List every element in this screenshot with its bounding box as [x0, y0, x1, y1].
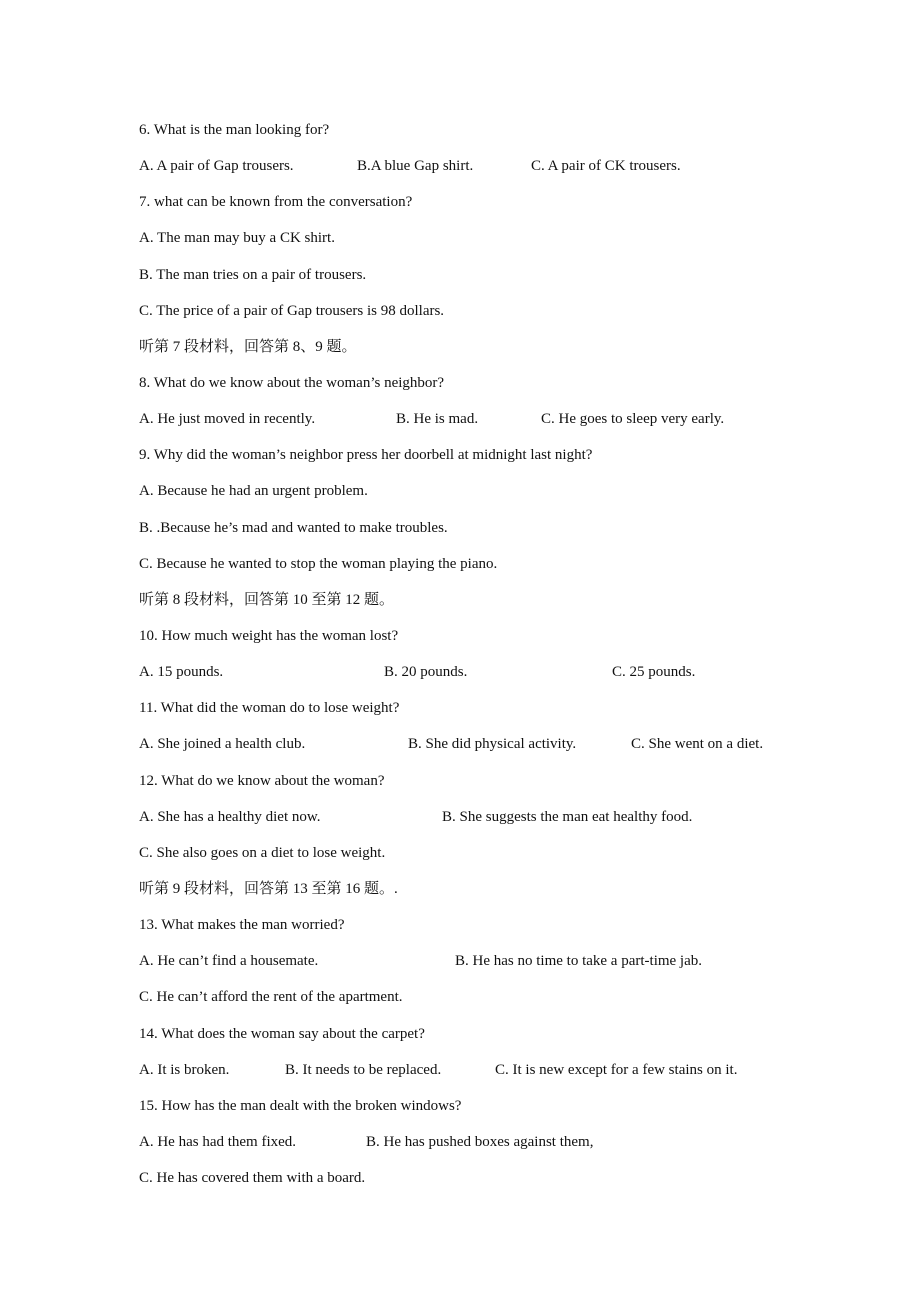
option-9b [0, 518, 920, 538]
options-6 [0, 156, 920, 176]
option-a: A. She has a healthy diet now. [139, 809, 321, 825]
option-c: C. He goes to sleep very early. [541, 411, 725, 427]
instruction-text: 听第 9 段材料，回答第 13 至第 16 题。. [139, 881, 398, 897]
option-c: C. A pair of CK trousers. [531, 158, 681, 174]
section-instruction-7 [0, 337, 920, 357]
question-8 [0, 373, 920, 393]
question-15 [0, 1096, 920, 1116]
options-8 [0, 409, 920, 429]
question-text: 14. What does the woman say about the carpet? [139, 1026, 425, 1042]
options-10 [0, 662, 920, 682]
question-10 [0, 626, 920, 646]
question-text: 11. What did the woman do to lose weight? [139, 700, 400, 716]
option-a: A. He can’t find a housemate. [139, 953, 319, 969]
question-14 [0, 1024, 920, 1044]
option-b: B. 20 pounds. [384, 664, 468, 680]
option-c: C. He can’t afford the rent of the apartment. [139, 989, 403, 1005]
question-6 [0, 120, 920, 140]
option-b: B. He is mad. [396, 411, 479, 427]
question-9 [0, 445, 920, 465]
option-a: A. Because he had an urgent problem. [139, 483, 368, 499]
instruction-text: 听第 7 段材料，回答第 8、9 题。 [139, 339, 357, 355]
option-b: B. .Because he’s mad and wanted to make troubles. [139, 520, 448, 536]
question-text: 13. What makes the man worried? [139, 917, 345, 933]
options-12 [0, 807, 920, 827]
option-9c [0, 554, 920, 574]
option-b: B. He has no time to take a part-time jab. [455, 953, 703, 969]
question-text: 7. what can be known from the conversation? [139, 194, 413, 210]
options-13 [0, 951, 920, 971]
option-a: A. It is broken. [139, 1062, 230, 1078]
option-b: B. He has pushed boxes against them, [366, 1134, 594, 1150]
question-11 [0, 698, 920, 718]
question-text: 9. Why did the woman’s neighbor press her doorbell at midnight last night? [139, 447, 593, 463]
section-instruction-9 [0, 879, 920, 899]
instruction-text: 听第 8 段材料，回答第 10 至第 12 题。 [139, 592, 395, 608]
question-text: 6. What is the man looking for? [139, 122, 330, 138]
option-13c [0, 987, 920, 1007]
section-instruction-8 [0, 590, 920, 610]
option-7b [0, 265, 920, 285]
question-12 [0, 771, 920, 791]
option-12c [0, 843, 920, 863]
option-a: A. A pair of Gap trousers. [139, 158, 294, 174]
option-c: C. It is new except for a few stains on it. [495, 1062, 738, 1078]
option-b: B. It needs to be replaced. [285, 1062, 442, 1078]
option-a: A. She joined a health club. [139, 736, 306, 752]
option-b: B. She did physical activity. [408, 736, 577, 752]
question-text: 8. What do we know about the woman’s neighbor? [139, 375, 445, 391]
option-c: C. She also goes on a diet to lose weight. [139, 845, 386, 861]
option-a: A. The man may buy a CK shirt. [139, 230, 335, 246]
option-15c [0, 1168, 920, 1188]
options-14 [0, 1060, 920, 1080]
option-c: C. She went on a diet. [631, 736, 764, 752]
option-c: C. He has covered them with a board. [139, 1170, 366, 1186]
option-b: B. The man tries on a pair of trousers. [139, 267, 367, 283]
question-text: 10. How much weight has the woman lost? [139, 628, 399, 644]
option-7c [0, 301, 920, 321]
question-text: 12. What do we know about the woman? [139, 773, 385, 789]
options-15 [0, 1132, 920, 1152]
option-b: B. She suggests the man eat healthy food. [442, 809, 693, 825]
question-13 [0, 915, 920, 935]
option-a: A. He has had them fixed. [139, 1134, 297, 1150]
options-11 [0, 734, 920, 754]
option-a: A. 15 pounds. [139, 664, 224, 680]
question-7 [0, 192, 920, 212]
option-b: B.A blue Gap shirt. [357, 158, 474, 174]
option-7a [0, 228, 920, 248]
option-c: C. 25 pounds. [612, 664, 696, 680]
option-a: A. He just moved in recently. [139, 411, 316, 427]
option-9a [0, 481, 920, 501]
question-text: 15. How has the man dealt with the broken windows? [139, 1098, 462, 1114]
option-c: C. The price of a pair of Gap trousers is 98 dollars. [139, 303, 445, 319]
option-c: C. Because he wanted to stop the woman playing the piano. [139, 556, 498, 572]
